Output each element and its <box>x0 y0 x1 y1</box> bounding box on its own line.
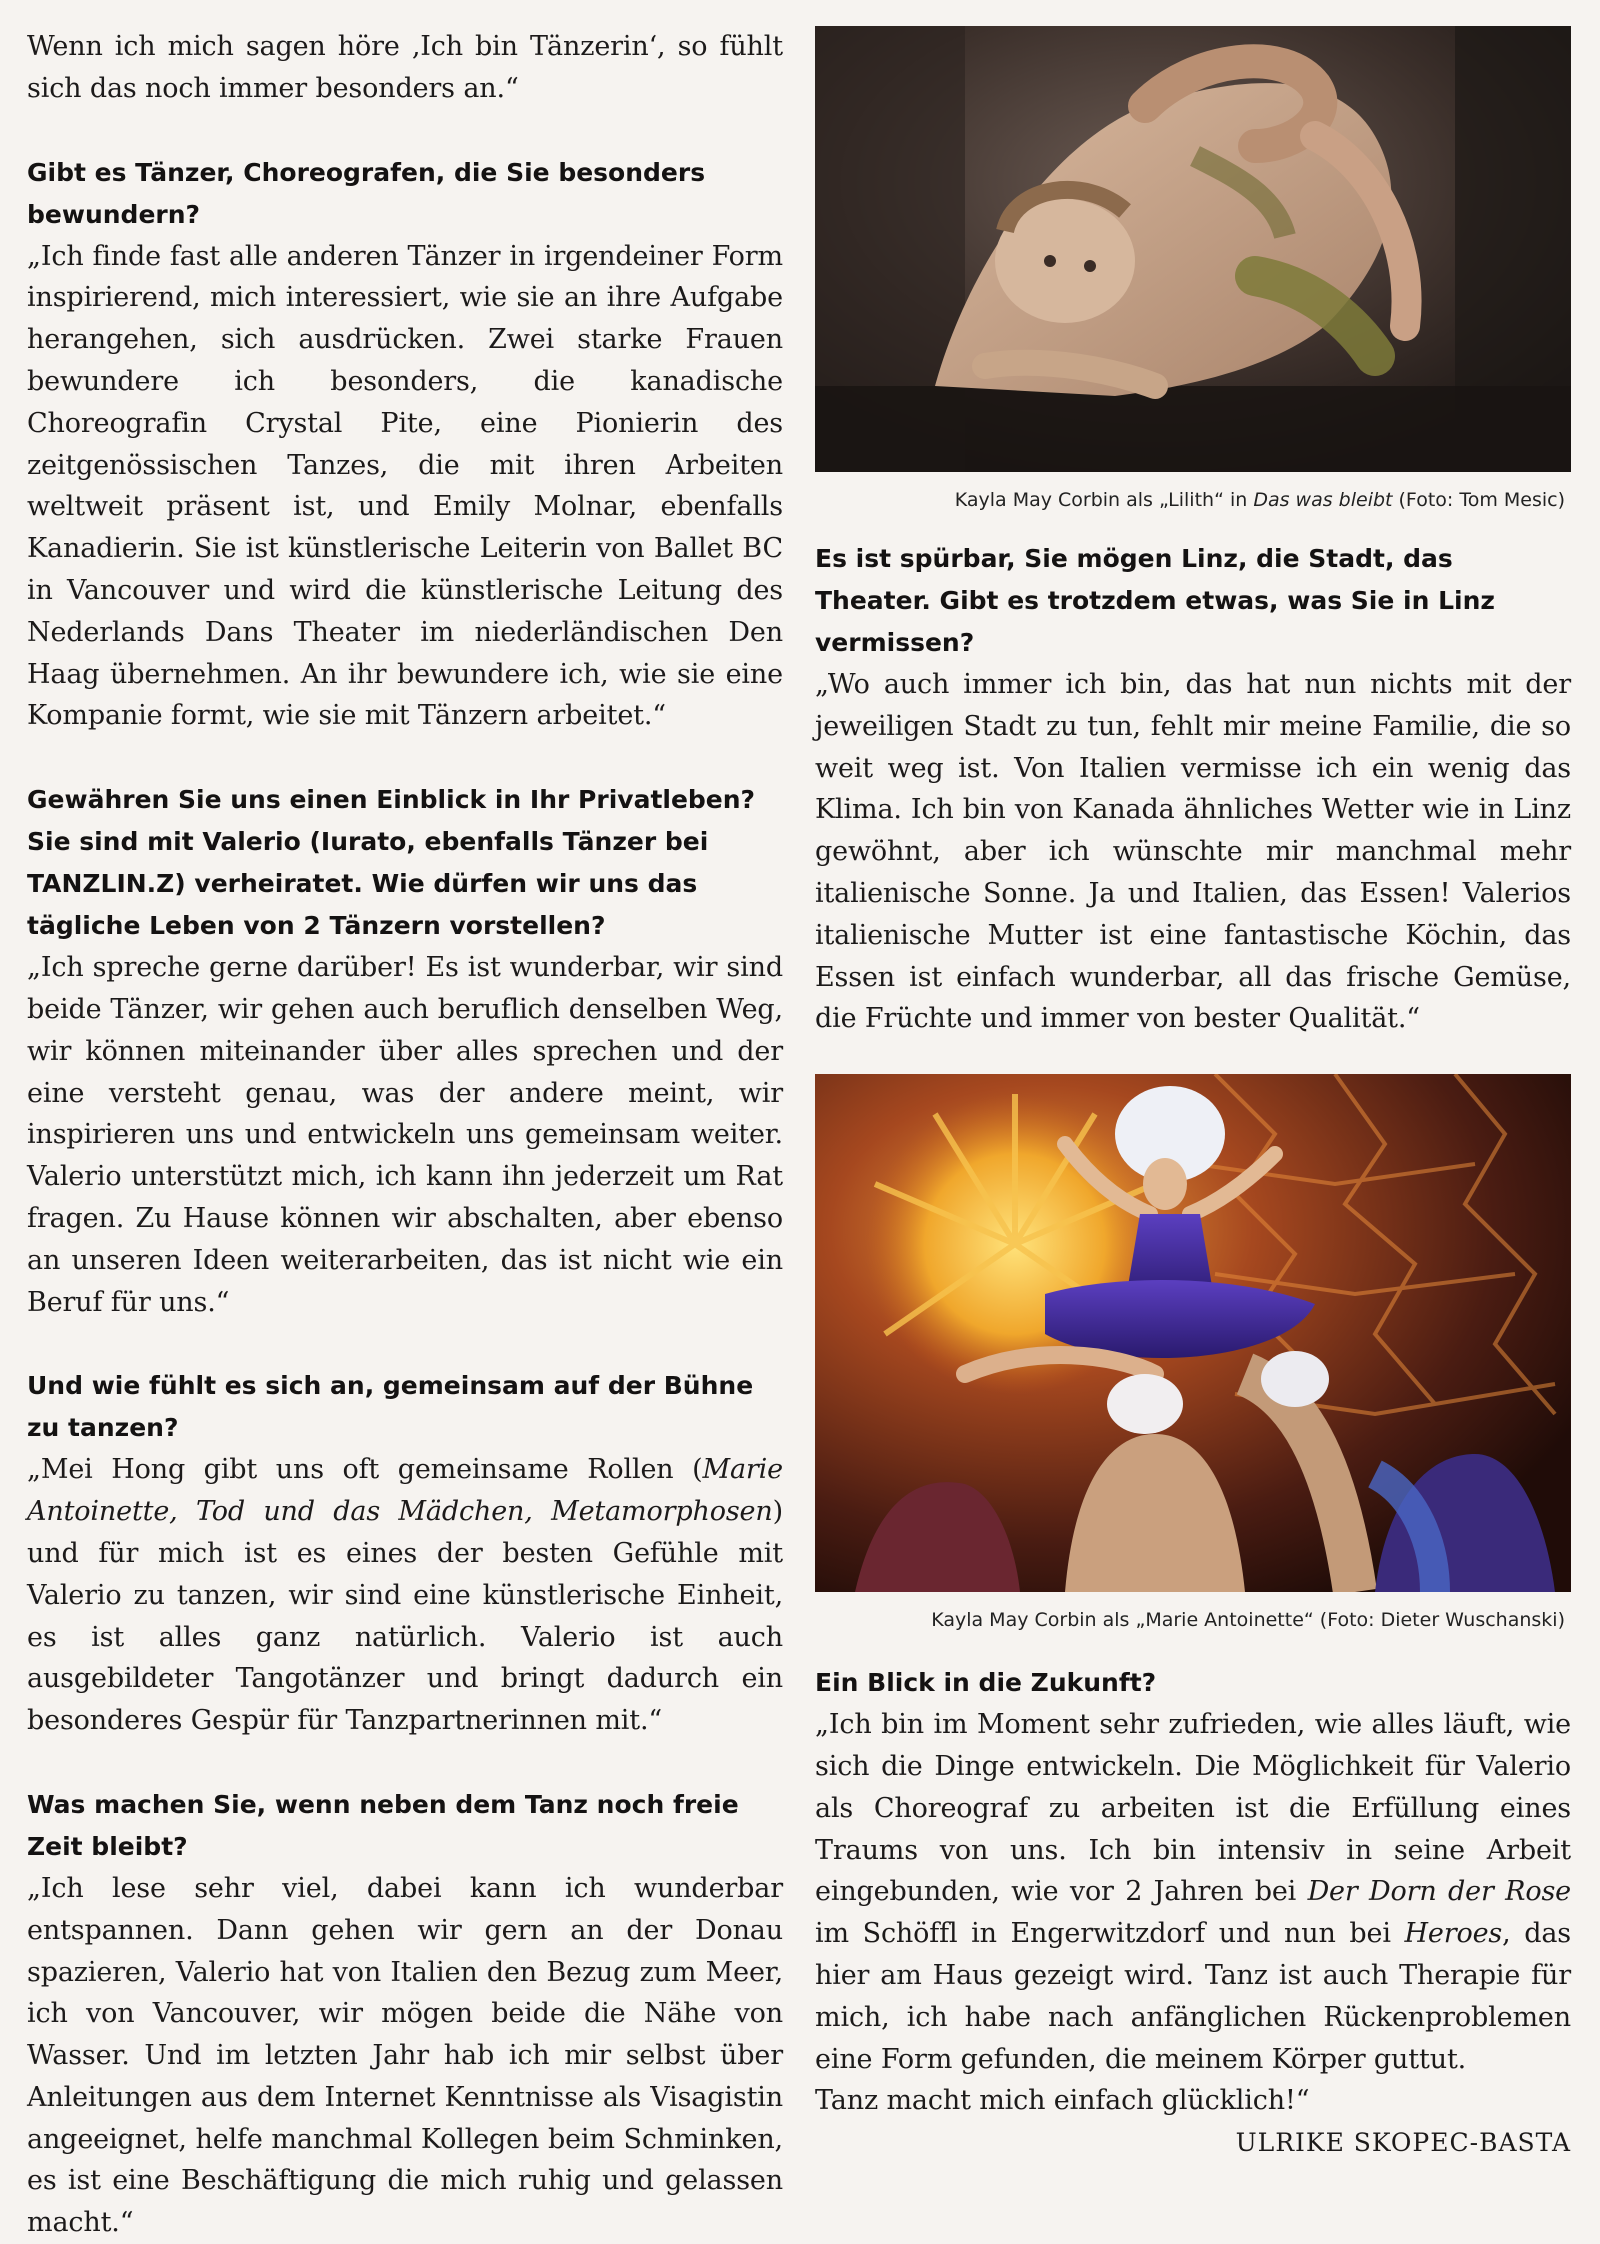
answer-admired-dancers: „Ich finde fast alle anderen Tänzer in irgendeiner Form inspirierend, mich interessiert, wie sie an ihre Aufgabe herangehen, sich ausdrücken. Zwei starke Frauen bewundere ich besonders, die kanadische Choreografin Crystal Pite, eine Pionierin des zeitgenössischen Tanzes, die mit ihren Arbeiten weltweit präsent ist, und Emily Molnar, ebenfalls Kanadierin. Sie ist künstlerische Leiterin von Ballet BC in Vancouver und wird die künstlerische Leitung des Nederlands Dans Theater im niederländischen Den Haag übernehmen. An ihr bewundere ich, wie sie eine Kompanie formt, wie sie mit Tänzern arbeitet.“ <box>27 240 783 732</box>
question-private-life: Gewähren Sie uns einen Einblick in Ihr Privatleben? Sie sind mit Valerio (Iurato, ebenfalls Tänzer bei TANZLIN.Z) verheiratet. Wie dürfen wir uns das tägliche Leben von 2 Tänzern vorstellen? <box>27 785 756 941</box>
photo-lilith <box>815 26 1571 472</box>
question-future: Ein Blick in die Zukunft? <box>815 1668 1157 1698</box>
dancer-lilith-image <box>815 26 1571 472</box>
intro-paragraph-end: Wenn ich mich sagen höre ‚Ich bin Tänzerin‘, so fühlt sich das noch immer besonders an.“ <box>27 31 783 104</box>
answer-dancing-together <box>27 1449 783 1742</box>
answer-private-life: „Ich spreche gerne darüber! Es ist wunderbar, wir sind beide Tänzer, wir gehen auch beruflich denselben Weg, wir können miteinander über alles sprechen und der eine versteht genau, was der andere meint, wir inspirieren uns und entwickeln uns gemeinsam weiter. Valerio unterstützt mich, ich kann ihn jederzeit um Rat fragen. Zu Hause können wir abschalten, aber ebenso an unseren Ideen weiterarbeiten, das ist nicht wie ein Beruf für uns.“ <box>27 952 783 1318</box>
right-column <box>815 26 1571 2164</box>
answer-free-time: „Ich lese sehr viel, dabei kann ich wunderbar entspannen. Dann gehen wir gern an der Donau spazieren, Valerio hat von Italien den Bezug zum Meer, ich von Vancouver, wir mögen beide die Nähe von Wasser. Und im letzten Jahr hab ich mir selbst über Anleitungen aus dem Internet Kenntnisse als Visagistin angeeignet, helfe manchmal Kollegen beim Schminken, es ist eine Beschäftigung die mich ruhig und gelassen macht.“ <box>27 1872 783 2239</box>
left-column <box>27 26 783 2244</box>
answer-text: ) und für mich ist es eines der besten Gefühle mit Valerio zu tanzen, wir sind eine künstlerische Einheit, es ist alles ganz natürlich. Valerio ist auch ausgebildeter Tangotänzer und bringt dadurch ein besonderes Gespür für Tanzpartnerinnen mit.“ <box>27 1496 783 1737</box>
answer-miss-in-linz: „Wo auch immer ich bin, das hat nun nichts mit der jeweiligen Stadt zu tun, fehlt mir meine Familie, die so weit weg ist. Von Italien vermisse ich ein wenig das Klima. Ich bin von Kanada ähnliches Wetter wie in Linz gewöhnt, aber ich wünschte mir manchmal mehr italienische Sonne. Ja und Italien, das Essen! Valerios italienische Mutter ist eine fantastische Köchin, das Essen ist einfach wunderbar, all das frische Gemüse, die Früchte und immer von bester Qualität.“ <box>815 669 1571 1035</box>
dancer-marie-antoinette-image <box>815 1074 1571 1592</box>
production-title-italic: Der Dorn der Rose <box>1307 1876 1571 1908</box>
photo-marie-antoinette-caption: Kayla May Corbin als „Marie Antoinette“ (Foto: Dieter Wuschanski) <box>931 1609 1565 1632</box>
answer-text: , das hier am Haus gezeigt wird. Tanz ist auch Therapie für mich, ich habe nach anfänglichen Rückenproblemen eine Form gefunden, die meinem Körper guttut. <box>815 1918 1571 2075</box>
answer-text: „Mei Hong gibt uns oft gemeinsame Rollen ( <box>27 1454 703 1486</box>
question-free-time: Was machen Sie, wenn neben dem Tanz noch freie Zeit bleibt? <box>27 1789 739 1861</box>
answer-text: im Schöffl in Engerwitzdorf und nun bei <box>815 1918 1405 1950</box>
author-byline: ULRIKE SKOPEC-BASTA <box>1235 2128 1571 2158</box>
caption-credit: (Foto: Tom Mesic) <box>1392 489 1565 511</box>
question-admired-dancers: Gibt es Tänzer, Choreografen, die Sie besonders bewundern? <box>27 157 706 229</box>
photo-lilith-caption <box>815 486 1565 514</box>
answer-future <box>815 1704 1571 2080</box>
answer-future-closing: Tanz macht mich einfach glücklich!“ <box>815 2085 1310 2117</box>
question-dancing-together: Und wie fühlt es sich an, gemeinsam auf der Bühne zu tanzen? <box>27 1371 754 1443</box>
production-title-italic: Heroes <box>1404 1918 1503 1950</box>
photo-marie-antoinette <box>815 1074 1571 1592</box>
caption-title-italic: Das was bleibt <box>1253 489 1393 511</box>
roles-italic: Marie Antoinette, Tod und das Mädchen, Metamorphosen <box>27 1454 783 1528</box>
question-miss-in-linz: Es ist spürbar, Sie mögen Linz, die Stadt, das Theater. Gibt es trotzdem etwas, was Sie in Linz vermissen? <box>815 544 1495 657</box>
caption-text: Kayla May Corbin als „Lilith“ in <box>954 489 1254 511</box>
answer-text: „Ich bin im Moment sehr zufrieden, wie alles läuft, wie sich die Dinge entwickeln. Die Möglichkeit für Valerio als Choreograf zu arbeiten ist die Erfüllung eines Traums von uns. Ich bin intensiv in seine Arbeit eingebunden, wie vor 2 Jahren bei <box>815 1709 1571 1908</box>
